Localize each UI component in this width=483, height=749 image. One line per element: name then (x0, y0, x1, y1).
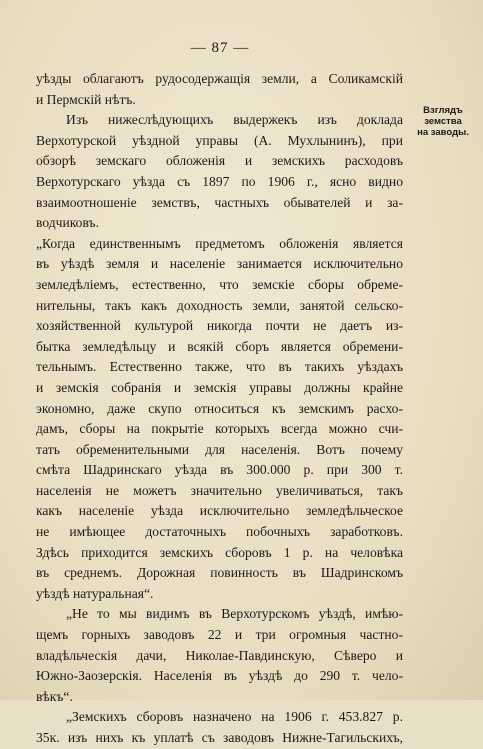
text-line: Изъ нижеслѣдующихъ выдержекъ изъ доклада (66, 112, 403, 128)
text-line: бытка земледѣльцу и всякій сборъ является обремени- (36, 338, 403, 354)
text-line: „Когда единственнымъ предметомъ обложенія является (36, 235, 403, 251)
margin-note-line: на заводы. (417, 127, 469, 138)
text-line: „Земскихъ сборовъ назначено на 1906 г. 453.827 р. (66, 709, 403, 725)
text-line: дамъ, сборы на покрытіе которыхъ всегда можно счи- (36, 421, 403, 437)
margin-note-line: Взглядъ земства (423, 105, 463, 127)
text-line: вѣкъ“. (36, 688, 73, 704)
text-line: уѣзды облагаютъ рудосодержащія земли, а Соликамскій (36, 71, 403, 86)
text-line: не имѣющее достаточныхъ побочныхъ заработковъ. (36, 524, 403, 540)
text-line: Верхотурской уѣздной управы (А. Мухлынинъ), при (36, 132, 403, 148)
body-text (36, 69, 403, 749)
text-line: взаимоотношеніе земствъ, частныхъ обывателей и за- (36, 194, 403, 210)
text-line: населенія не можетъ значительно увеличиваться, такъ (36, 482, 403, 498)
text-line: экономно, даже скупо относиться къ земскимъ расхо- (36, 400, 403, 416)
text-line: и Пермскій нѣтъ. (36, 91, 136, 107)
text-line: нительны, такъ какъ доходность земли, занятой сельско- (36, 297, 403, 313)
page-number: — 87 — (190, 40, 250, 56)
text-line: въ уѣздѣ земля и населеніе занимается исключительно (36, 256, 403, 272)
text-line: Южно-Заозерскія. Населенія въ уѣздѣ до 290 т. чело- (36, 668, 403, 684)
text-line: щемъ горныхъ заводовъ 22 и три огромныя частно- (36, 627, 403, 643)
margin-note (410, 105, 476, 138)
text-line: какъ населеніе уѣзда исключительно земледѣльческое (36, 503, 403, 519)
text-line: земледѣліемъ, естественно, что земскіе сборы обреме- (36, 276, 403, 292)
text-line: 35к. изъ нихъ къ уплатѣ съ заводовъ Нижне-Тагильскихъ, (36, 730, 403, 745)
text-line: обзорѣ земскаго обложенія и земскихъ расходовъ (36, 153, 403, 169)
text-line: тельнымъ. Естественно также, что въ такихъ уѣздахъ (36, 359, 403, 375)
text-line: въ среднемъ. Дорожная повинность въ Шадринскомъ (36, 565, 403, 581)
text-line: тать обременительными для населенія. Вотъ почему (36, 441, 403, 457)
text-line: смѣта Шадринскаго уѣзда въ 300.000 р. при 300 т. (36, 462, 403, 478)
text-line: Здѣсь приходится земскихъ сборовъ 1 р. на человѣка (36, 544, 403, 560)
text-line: „Не то мы видимъ въ Верхотурскомъ уѣздѣ, имѣю- (66, 606, 403, 622)
text-line: владѣльческія дачи, Николае-Павдинскую, Сѣверо и (36, 647, 403, 663)
text-line: и земскія собранія и земскія управы должны крайне (36, 379, 403, 395)
text-line: уѣздѣ натуральная“. (36, 585, 154, 601)
text-line: Верхотурскаго уѣзда съ 1897 по 1906 г., ясно видно (36, 173, 403, 189)
text-line: водчиковъ. (36, 215, 99, 231)
text-line: хозяйственной культурой никогда почти не даетъ из- (36, 318, 403, 334)
